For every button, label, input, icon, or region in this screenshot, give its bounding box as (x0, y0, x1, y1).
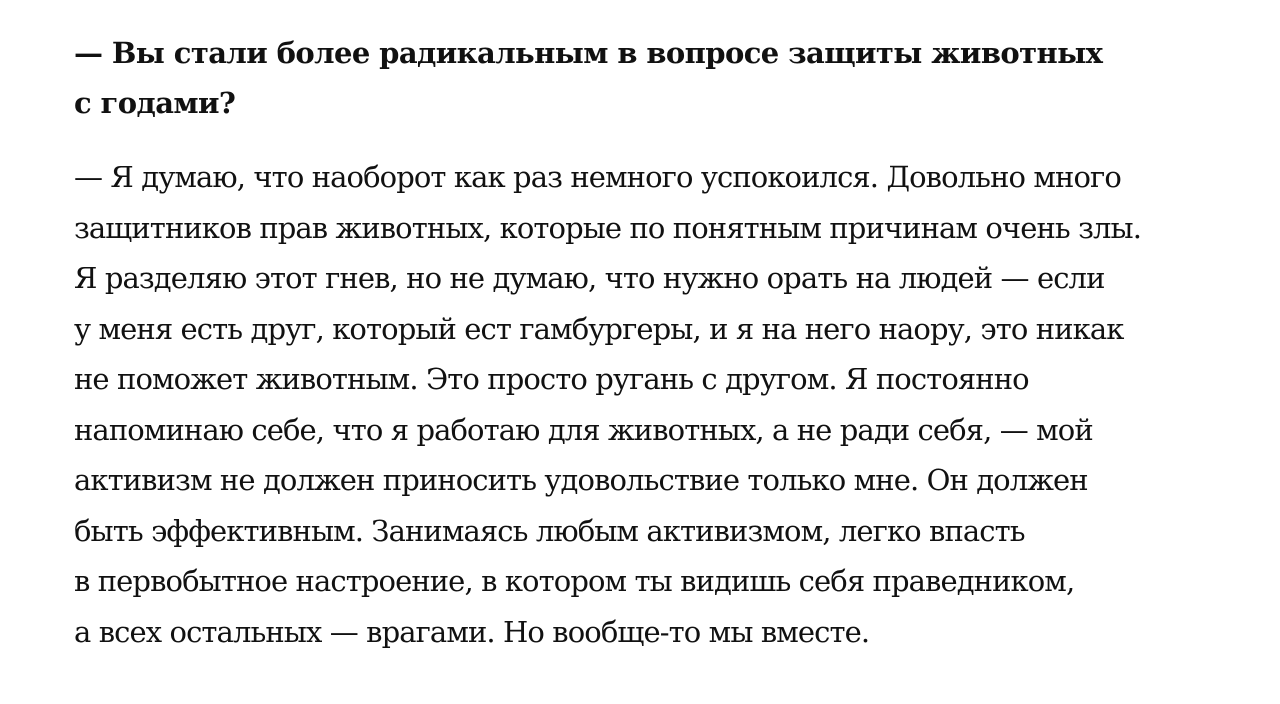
answer-line: не поможет животным. Это просто ругань с другом. Я постоянно (74, 362, 1029, 396)
answer-line: Я разделяю этот гнев, но не думаю, что нужно орать на людей — если (74, 261, 1105, 295)
answer-line: а всех остальных — врагами. Но вообще-то мы вместе. (74, 614, 870, 649)
answer-line: в первобытное настроение, в котором ты видишь себя праведником, (74, 564, 1075, 598)
question-line: с годами? (74, 86, 236, 120)
article-body (74, 28, 1244, 657)
answer-line: активизм не должен приносить удовольствие только мне. Он должен (74, 463, 1088, 497)
interview-question (74, 28, 1244, 128)
answer-line: напоминаю себе, что я работаю для животных, а не ради себя, — мой (74, 412, 1093, 447)
interview-answer (74, 152, 1244, 657)
answer-line: защитников прав животных, которые по понятным причинам очень злы. (74, 210, 1142, 245)
answer-line: быть эффективным. Занимаясь любым активизмом, легко впасть (74, 513, 1025, 548)
answer-line: — Я думаю, что наоборот как раз немного успокоился. Довольно много (74, 160, 1121, 194)
answer-line: у меня есть друг, который ест гамбургеры, и я на него наору, это никак (74, 311, 1124, 346)
question-line: — Вы стали более радикальным в вопросе защиты животных (74, 36, 1103, 70)
